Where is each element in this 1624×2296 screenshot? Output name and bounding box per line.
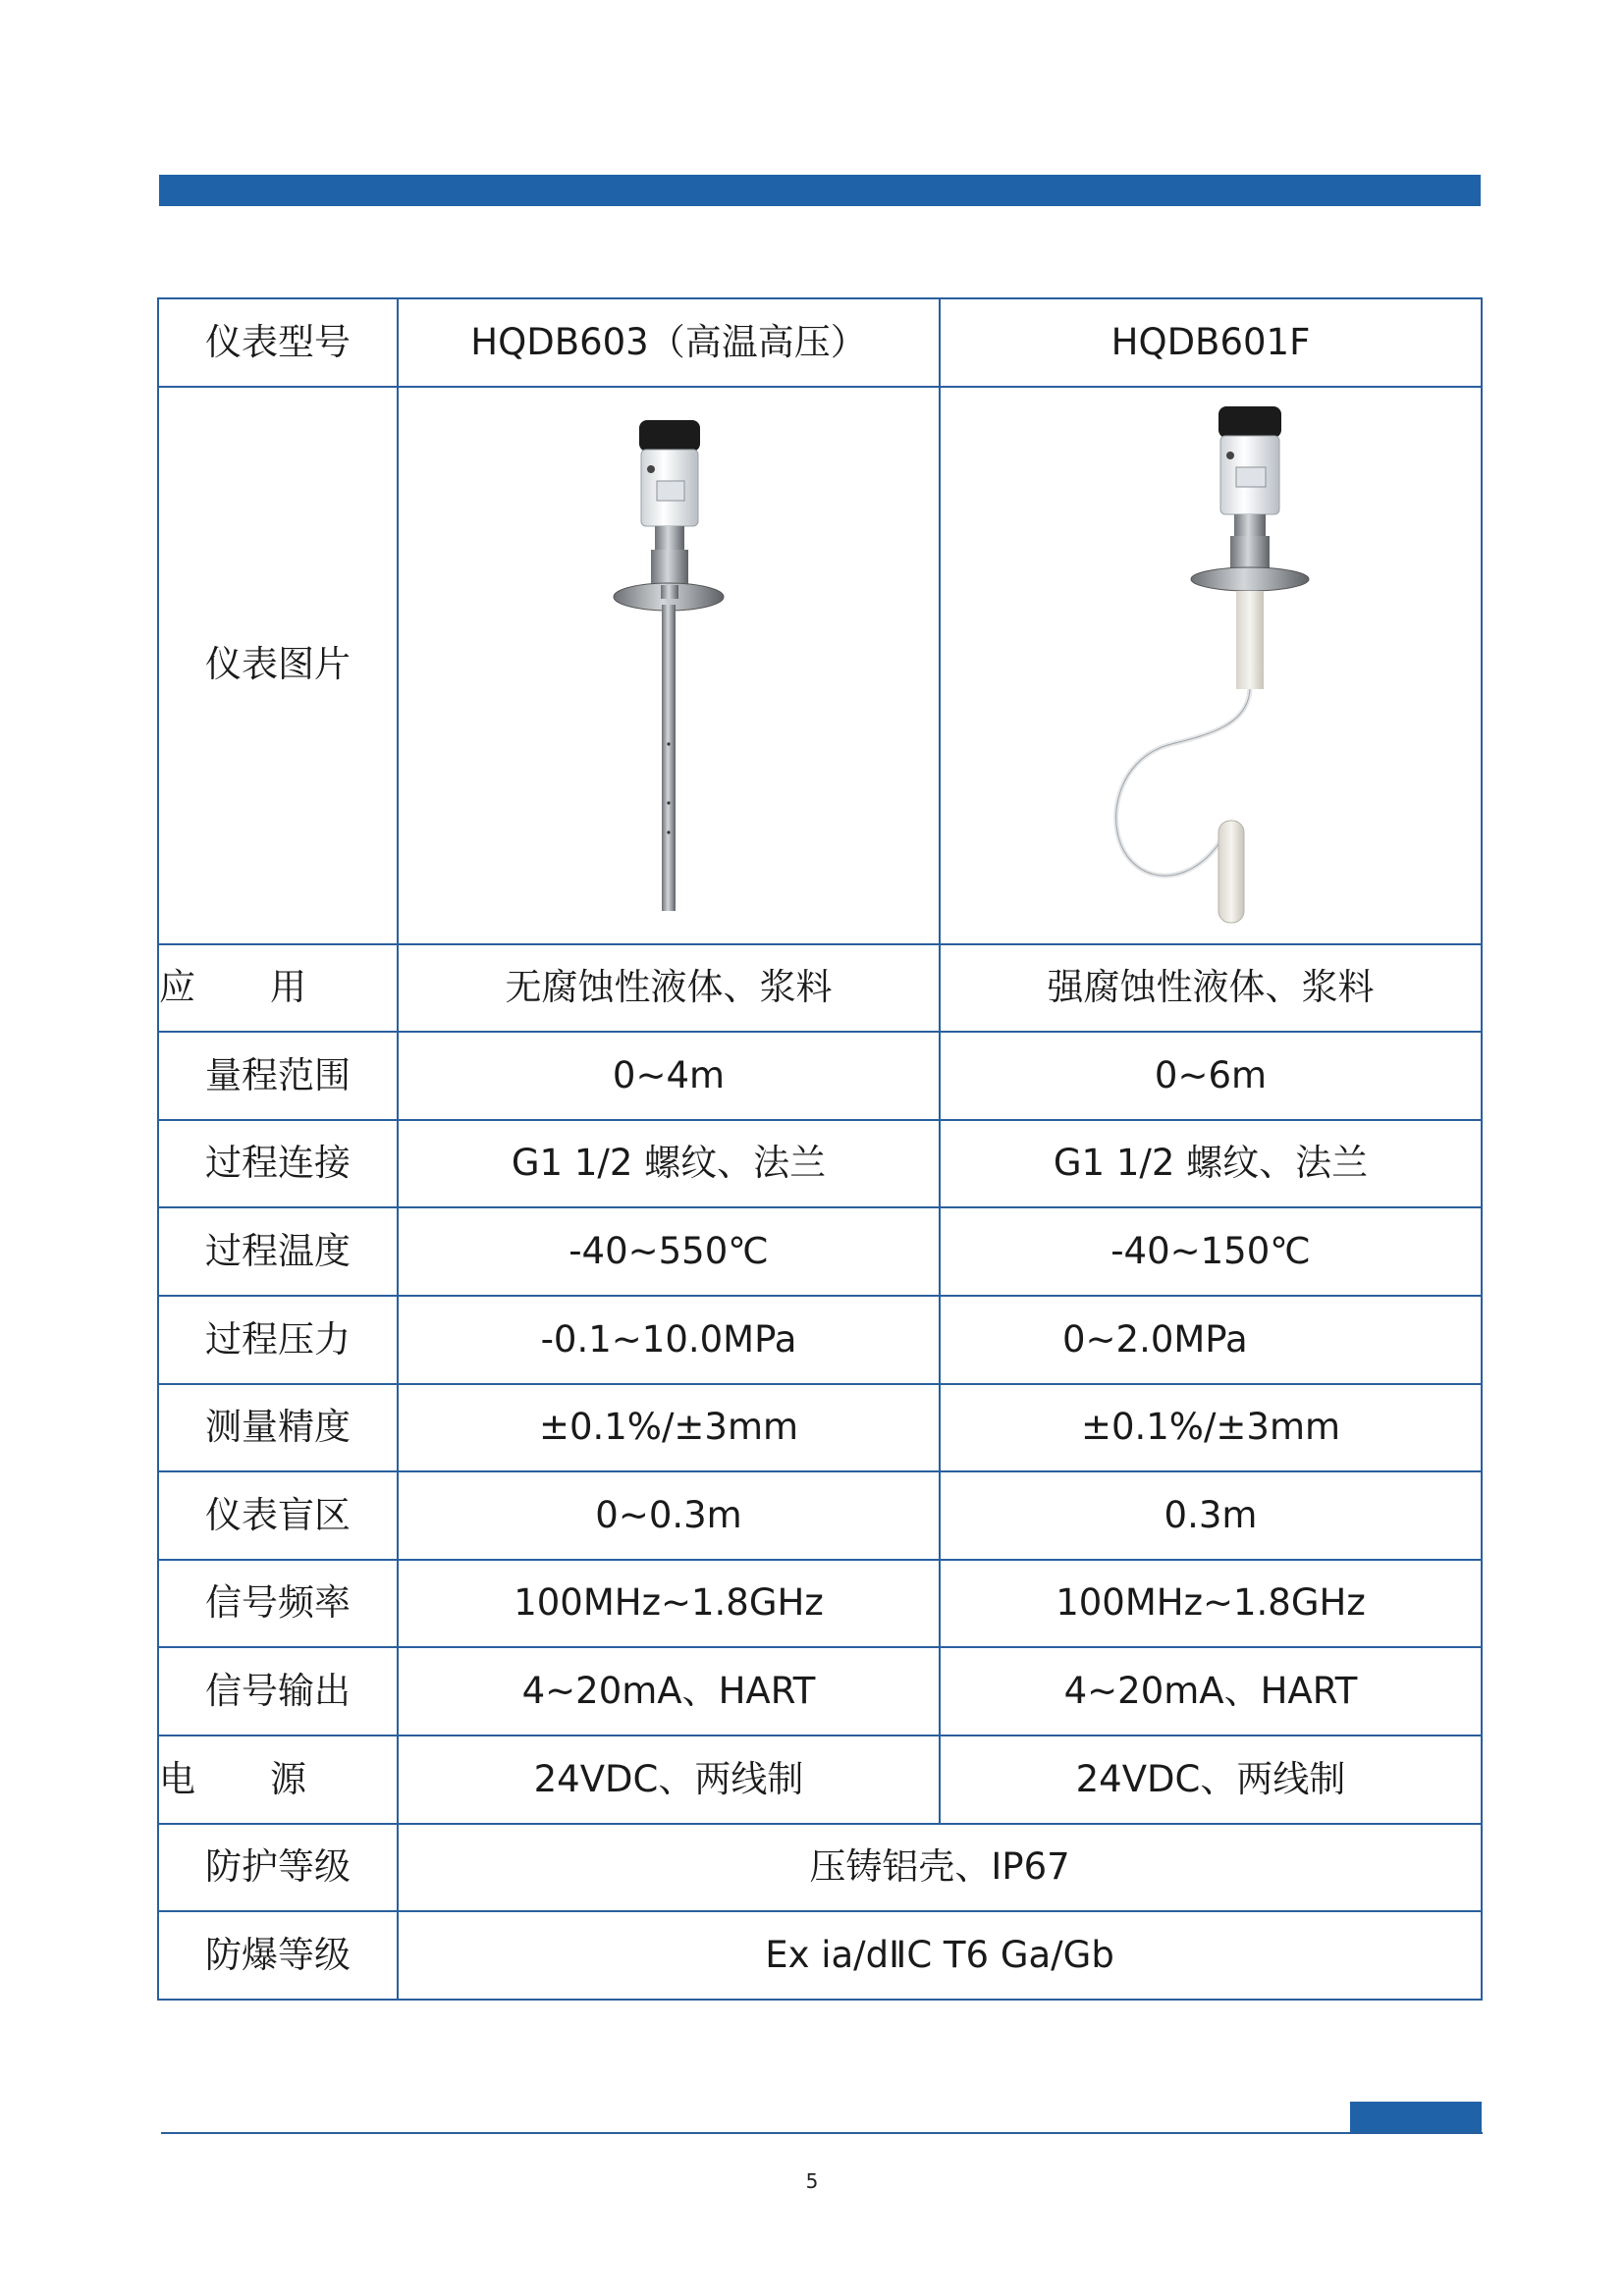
spec-row — [158, 1032, 1482, 1120]
rod-probe-with-flange-icon — [590, 410, 747, 921]
row-label-char: 应 — [159, 966, 195, 1009]
page-number: 5 — [805, 2169, 819, 2193]
row-value-a: G1 1/2 螺纹、法兰 — [398, 1120, 940, 1208]
header-row — [158, 298, 1482, 387]
row-label: 防护等级 — [158, 1824, 398, 1912]
row-value-a: 0~4m — [398, 1032, 940, 1120]
header-label-cell — [158, 298, 398, 387]
footer-accent-block — [1350, 2102, 1482, 2133]
row-value-a: -0.1~10.0MPa — [398, 1296, 940, 1384]
row-label-char: 电 — [159, 1757, 195, 1800]
row-label: 仪表盲区 — [158, 1471, 398, 1560]
merged-value: 压铸铝壳、IP67 — [398, 1824, 1482, 1912]
spec-row — [158, 1471, 1482, 1560]
row-label: 过程连接 — [158, 1120, 398, 1208]
row-value-a: ±0.1%/±3mm — [398, 1384, 940, 1472]
image-b-cell — [940, 387, 1482, 944]
row-label: 信号输出 — [158, 1647, 398, 1735]
row-label-char: 源 — [270, 1757, 306, 1800]
row-value-b: 0~2.0MPa — [940, 1296, 1482, 1384]
row-value-b: -40~150℃ — [940, 1207, 1482, 1296]
row-value-a: -40~550℃ — [398, 1207, 940, 1296]
row-value-b: 0~6m — [940, 1032, 1482, 1120]
row-label-char: 用 — [270, 966, 306, 1009]
merged-value: Ex ia/dⅡC T6 Ga/Gb — [398, 1911, 1482, 2000]
row-label: 过程温度 — [158, 1207, 398, 1296]
row-value-b: 100MHz~1.8GHz — [940, 1560, 1482, 1648]
footer-rule — [161, 2132, 1483, 2134]
row-label-cell — [158, 1735, 398, 1824]
row-value-a: 4~20mA、HART — [398, 1647, 940, 1735]
row-label: 信号频率 — [158, 1560, 398, 1648]
row-label: 过程压力 — [158, 1296, 398, 1384]
model-a-cell — [398, 298, 940, 387]
spec-row — [158, 1735, 1482, 1824]
spec-row — [158, 944, 1482, 1033]
row-value-b: 4~20mA、HART — [940, 1647, 1482, 1735]
spec-row — [158, 1296, 1482, 1384]
row-label-cell — [158, 944, 398, 1033]
image-a-cell — [398, 387, 940, 944]
model-b-cell — [940, 298, 1482, 387]
spec-row — [158, 1384, 1482, 1472]
row-label: 测量精度 — [158, 1384, 398, 1472]
merged-row — [158, 1911, 1482, 2000]
row-value-a: 100MHz~1.8GHz — [398, 1560, 940, 1648]
image-label: 仪表图片 — [205, 643, 351, 686]
image-row — [158, 387, 1482, 944]
row-value-a: 24VDC、两线制 — [398, 1735, 940, 1824]
row-value-a: 无腐蚀性液体、浆料 — [398, 944, 940, 1033]
image-label-cell — [158, 387, 398, 944]
row-value-b: 0.3m — [940, 1471, 1482, 1560]
spec-table — [157, 297, 1483, 2001]
model-a-name: HQDB603（高温高压） — [470, 320, 867, 363]
header-accent-bar — [159, 175, 1481, 206]
row-value-b: ±0.1%/±3mm — [940, 1384, 1482, 1472]
spec-row — [158, 1647, 1482, 1735]
spec-row — [158, 1120, 1482, 1208]
row-value-b: 强腐蚀性液体、浆料 — [940, 944, 1482, 1033]
row-value-b: G1 1/2 螺纹、法兰 — [940, 1120, 1482, 1208]
merged-row — [158, 1824, 1482, 1912]
cable-probe-with-flange-icon — [1093, 400, 1328, 931]
spec-row — [158, 1207, 1482, 1296]
row-value-b: 24VDC、两线制 — [940, 1735, 1482, 1824]
model-b-name: HQDB601F — [1110, 320, 1311, 363]
spec-row — [158, 1560, 1482, 1648]
header-label: 仪表型号 — [205, 320, 351, 363]
row-label: 量程范围 — [158, 1032, 398, 1120]
row-label: 防爆等级 — [158, 1911, 398, 2000]
row-value-a: 0~0.3m — [398, 1471, 940, 1560]
